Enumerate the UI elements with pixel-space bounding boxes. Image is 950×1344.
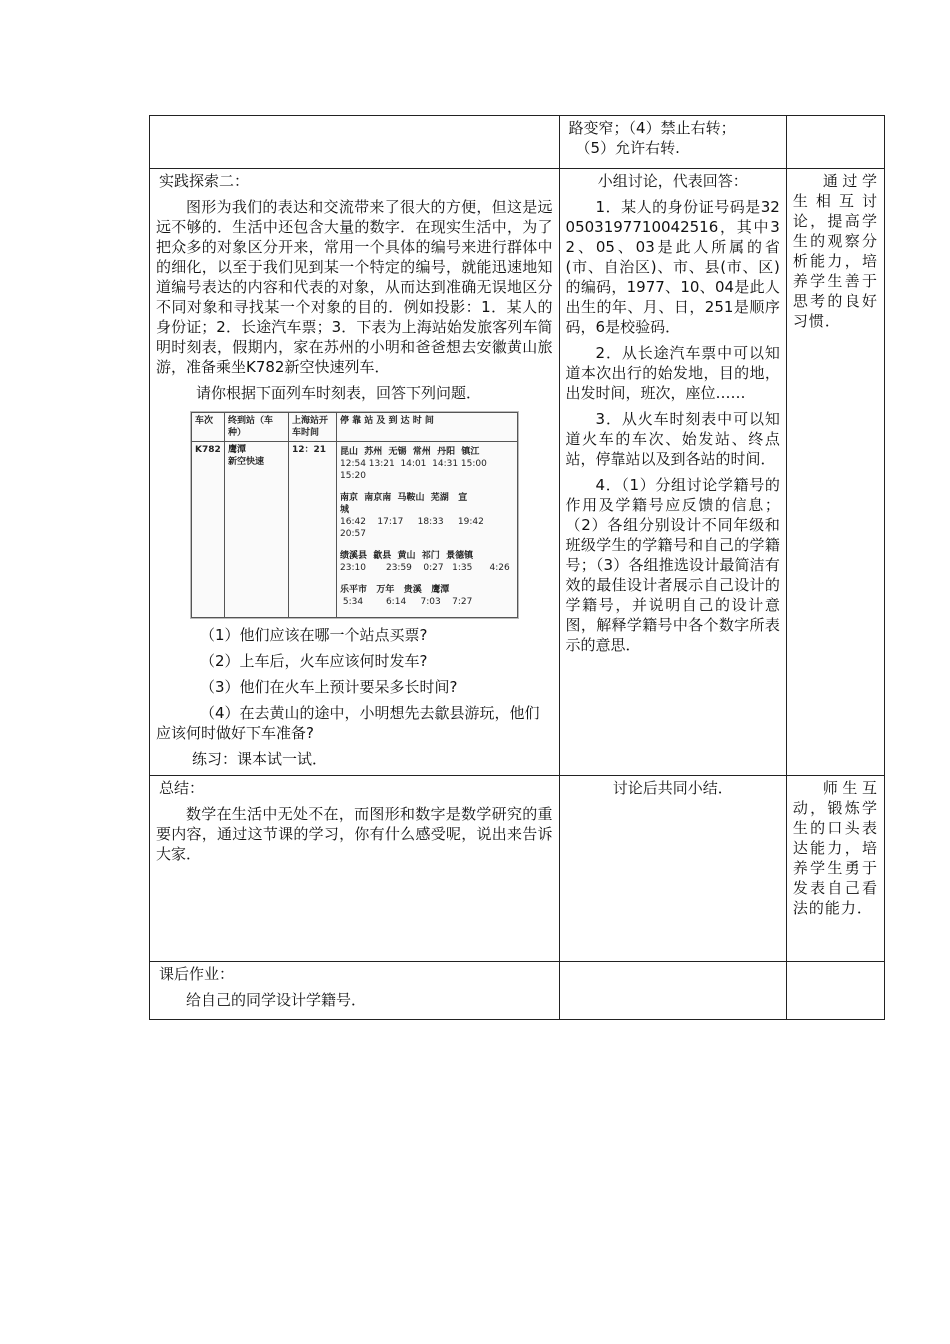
depart-time: 12：21 <box>289 442 337 618</box>
stop-times: 5:34 6:14 7:03 7:27 <box>340 597 473 607</box>
question-1: （1）他们应该在哪一个站点买票? <box>200 626 428 644</box>
row0-col3 <box>786 116 884 169</box>
row0-col2-line2: （5）允许右转. <box>575 139 680 157</box>
summary-title: 总结： <box>159 779 205 797</box>
stop-group <box>340 584 514 608</box>
row0-col2 <box>559 116 786 169</box>
purpose-cell <box>786 169 884 776</box>
stop-stations: 南京 南京南 马鞍山 芜湖 宣 城 <box>340 493 468 515</box>
question-4: （4）在去黄山的途中，小明想先去歙县游玩，他们应该何时做好下车准备? <box>156 704 540 742</box>
practice-title: 实践探索二： <box>159 172 250 190</box>
practice-exercise: 练习：课本试一试． <box>192 750 328 768</box>
purpose-text: 通过学生相互讨论，提高学生的观察分析能力，培养学生善于思考的良好习惯． <box>792 172 878 330</box>
answer-3: 3．从火车时刻表中可以知道火车的车次、始发站、终点站，停靠站以及到各站的时间． <box>565 410 780 468</box>
question-2: （2）上车后，火车应该何时发车? <box>200 652 428 670</box>
train-number: K782 <box>192 442 225 618</box>
stops-cell <box>337 442 518 618</box>
timetable-body-row <box>192 442 518 618</box>
summary-purpose-cell <box>786 776 884 962</box>
stop-group <box>340 446 514 482</box>
table-row <box>150 169 885 776</box>
answer-1: 1．某人的身份证号码是320503197710042516，其中32、05、03是此人所属的省(市、自治区)、市、县(市、区)的编码，1977、10、04是此人出生的年、月、日，251是顺序码，6是校验码． <box>565 198 780 336</box>
homework-title: 课后作业： <box>159 965 235 983</box>
terminal-station: 鹰潭 <box>228 445 247 455</box>
table-row <box>150 116 885 169</box>
homework-cell <box>150 962 560 1020</box>
instruction-text: 请你根据下面列车时刻表，回答下列问题． <box>196 384 482 402</box>
summary-discussion-cell <box>559 776 786 962</box>
summary-cell <box>150 776 560 962</box>
homework-text: 给自己的同学设计学籍号． <box>186 991 367 1009</box>
homework-col3 <box>786 962 884 1020</box>
timetable-header-row <box>192 413 518 442</box>
row0-col1 <box>150 116 560 169</box>
lesson-table <box>149 115 885 1020</box>
stop-times: 12:54 13:21 14:01 14:31 15:00 15:20 <box>340 459 487 481</box>
stop-group <box>340 550 514 574</box>
practice-paragraph: 图形为我们的表达和交流带来了很大的方便，但这是远远不够的．生活中还包含大量的数字．在现实生活中，为了把众多的对象区分开来，常用一个具体的编号来进行群体中的细化，以至于我们见到某一个特定的编号，就能迅速地知道编号表达的内容和代表的对象，从而达到准确无误地区分不同对象和寻找某一个对象的目的．例如投影：1．某人的身份证；2．长途汽车票；3．下表为上海站始发旅客列车简明时刻表，假期内，家在苏州的小明和爸爸想去安徽黄山旅游，准备乘坐K782新空快速列车． <box>156 198 553 376</box>
stop-stations: 乐平市 万年 贵溪 鹰潭 <box>340 585 450 595</box>
header-depart-time: 上海站开车时间 <box>289 413 337 442</box>
stop-stations: 绩溪县 歙县 黄山 祁门 景德镇 <box>340 551 474 561</box>
stop-times: 23:10 23:59 0:27 1:35 4:26 <box>340 563 510 573</box>
answer-2: 2．从长途汽车票中可以知道本次出行的始发地，目的地，出发时间，班次，座位…… <box>565 344 780 402</box>
question-3: （3）他们在火车上预计要呆多长时间? <box>200 678 458 696</box>
train-timetable-image <box>190 411 519 619</box>
table-row <box>150 776 885 962</box>
stop-stations: 昆山 苏州 无锡 常州 丹阳 镇江 <box>340 447 480 457</box>
answer-4: 4．（1）分组讨论学籍号的作用及学籍号应反馈的信息；（2）各组分别设计不同年级和班级学生的学籍号和自己的学籍号；（3）各组推选设计最简洁有效的最佳设计者展示自己设计的学籍号，并说明自己的设计意图，解释学籍号中各个数字所表示的意思． <box>565 476 780 654</box>
train-type: 新空快速 <box>228 457 265 467</box>
stop-times: 16:42 17:17 18:33 19:42 20:57 <box>340 517 484 539</box>
discussion-title: 小组讨论，代表回答： <box>597 172 748 190</box>
discussion-cell <box>559 169 786 776</box>
header-stops: 停 靠 站 及 到 达 时 间 <box>337 413 518 442</box>
homework-col2 <box>559 962 786 1020</box>
summary-purpose: 师生互动，锻炼学生的口头表达能力，培养学生勇于发表自己看法的能力． <box>792 779 878 917</box>
terminal-cell <box>225 442 289 618</box>
stop-group <box>340 492 514 540</box>
table-row <box>150 962 885 1020</box>
header-train-no: 车次 <box>192 413 225 442</box>
row0-col2-line1: 路变窄；（4）禁止右转； <box>568 119 736 137</box>
summary-paragraph: 数学在生活中无处不在，而图形和数字是数学研究的重要内容，通过这节课的学习，你有什么感受呢，说出来告诉大家． <box>156 805 553 863</box>
summary-discussion: 讨论后共同小结． <box>612 779 733 797</box>
header-terminal: 终到站（车种） <box>225 413 289 442</box>
practice-cell <box>150 169 560 776</box>
